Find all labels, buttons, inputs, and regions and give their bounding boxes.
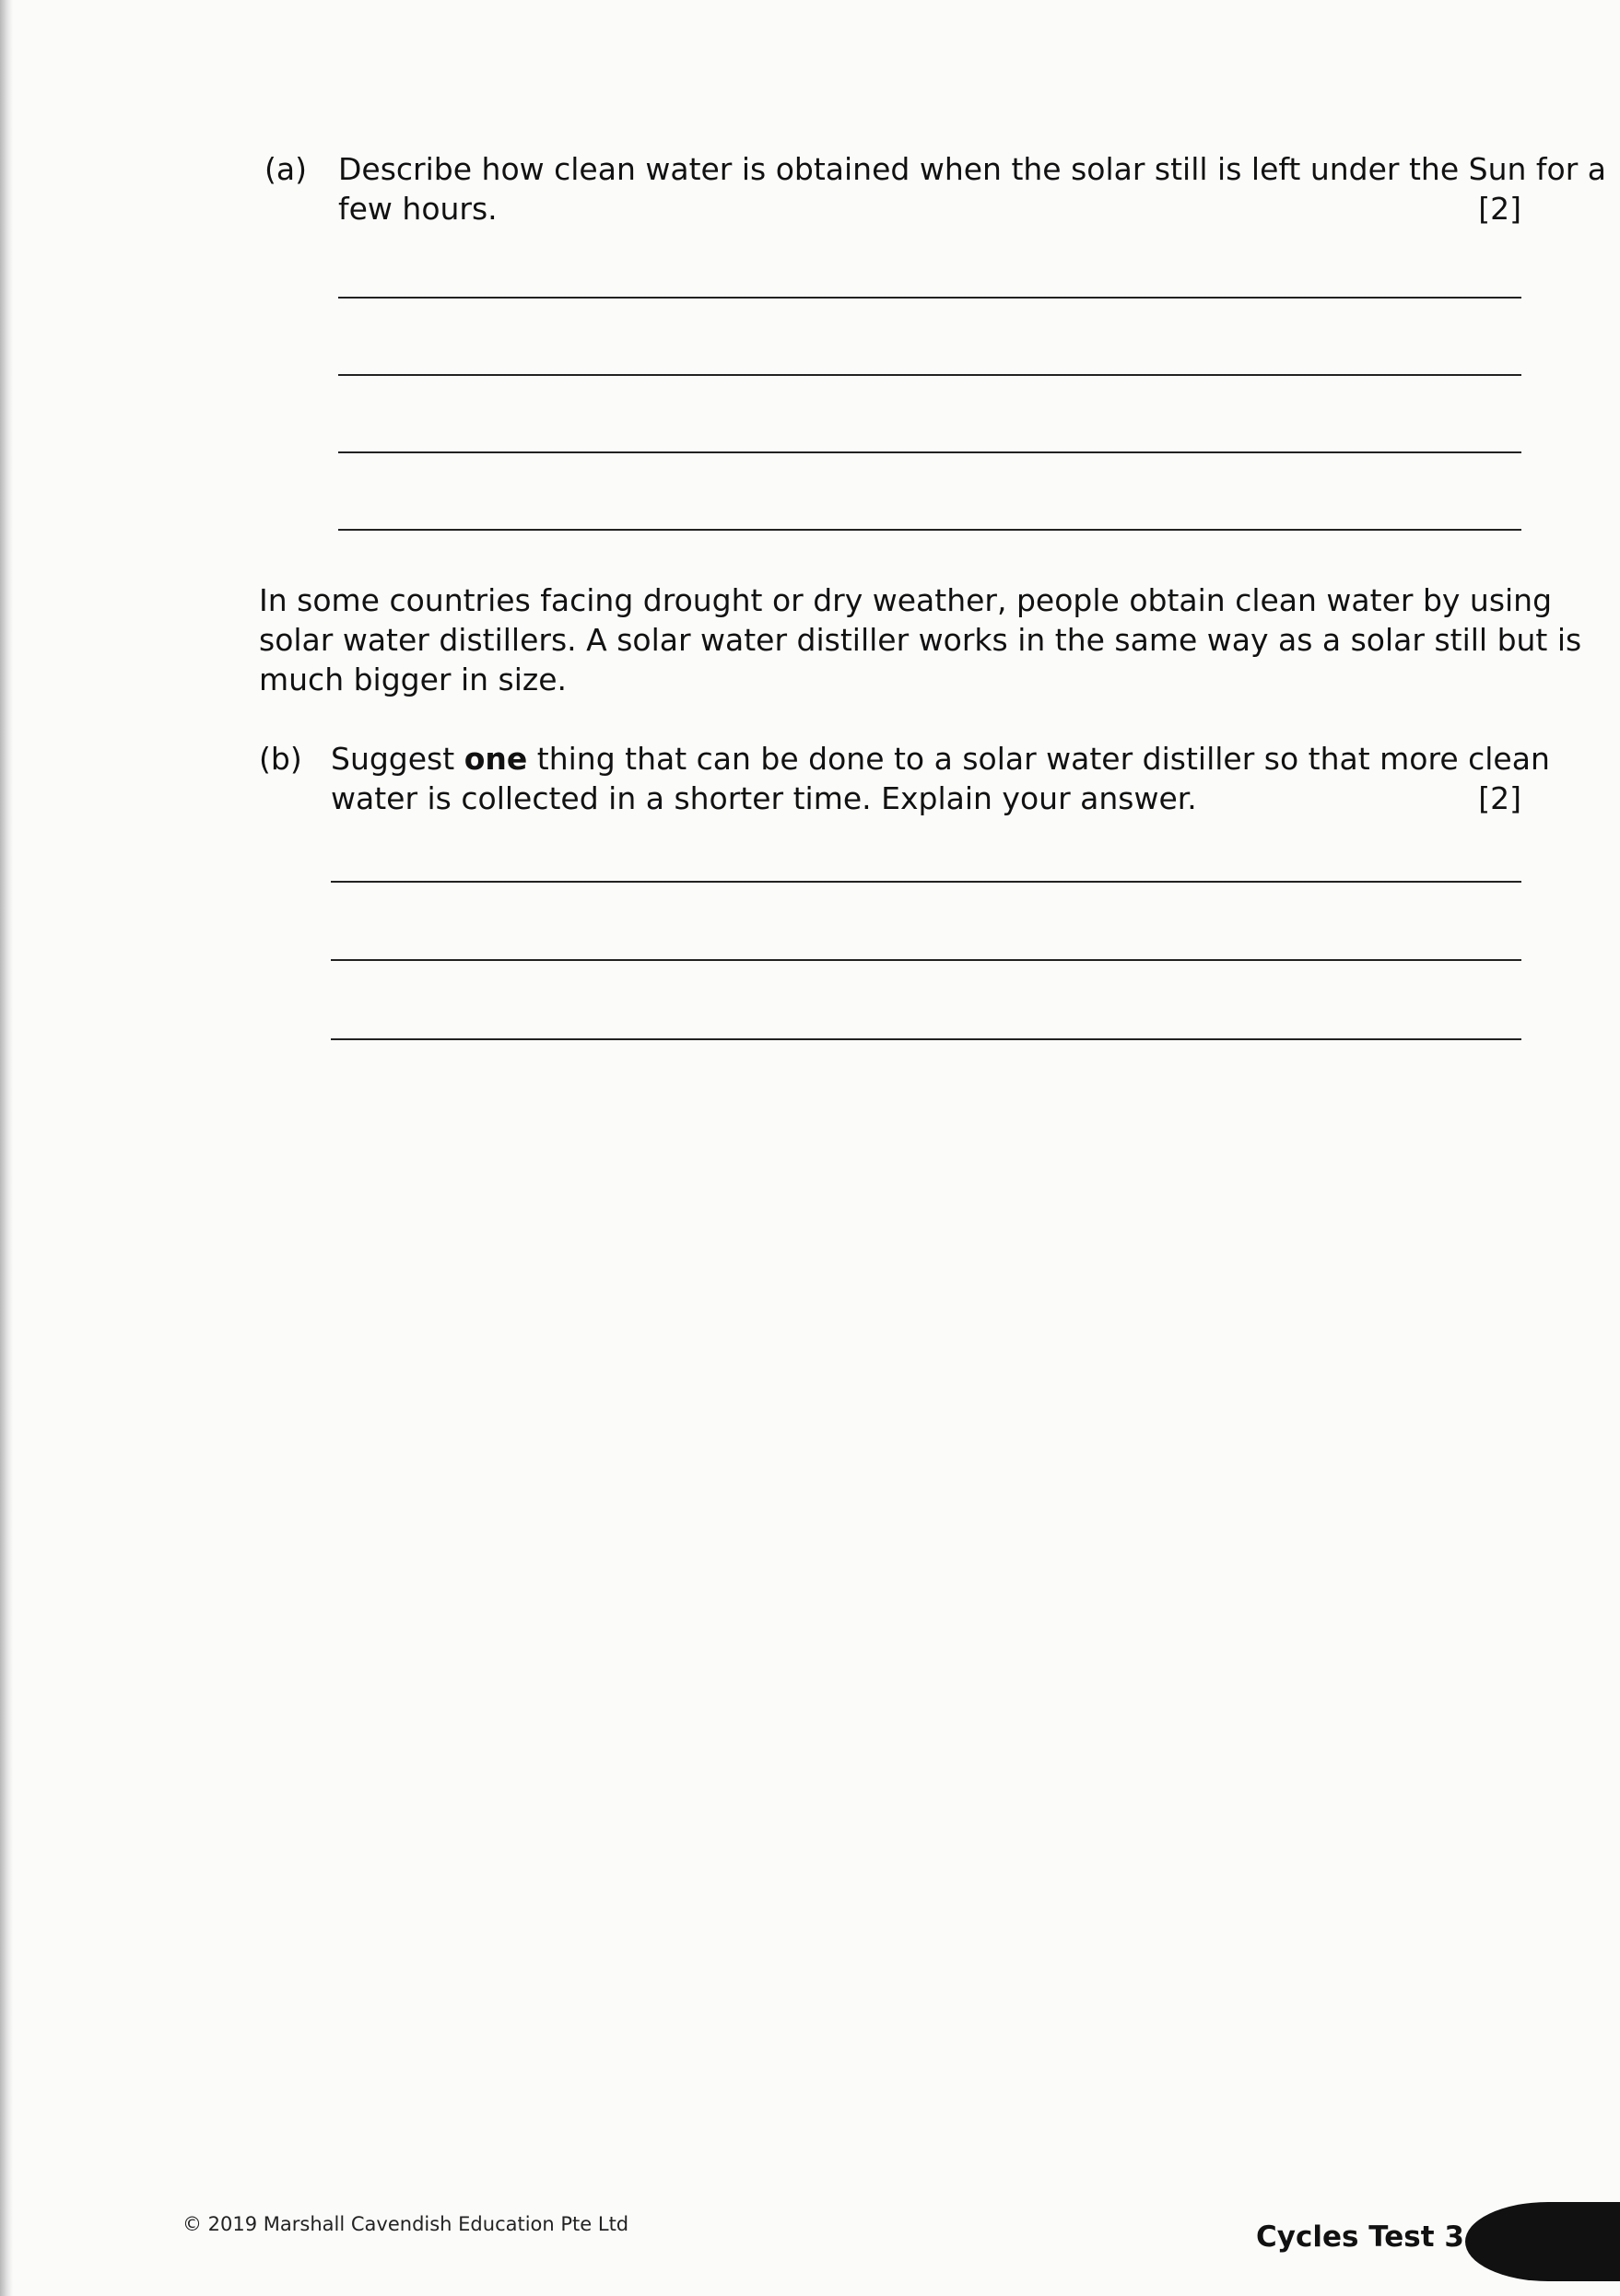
question-a-marks: [2] — [1478, 191, 1521, 227]
question-b-line-2 — [331, 779, 1521, 818]
page-tab-marker — [1465, 2202, 1620, 2281]
question-a-text — [338, 149, 1606, 228]
answer-line-a-1[interactable] — [338, 297, 1521, 299]
answer-line-a-2[interactable] — [338, 374, 1521, 376]
context-line-3: much bigger in size. — [259, 662, 568, 697]
page-binding-edge — [0, 0, 13, 2296]
copyright-notice: © 2019 Marshall Cavendish Education Pte Ltd — [182, 2213, 629, 2235]
answer-line-b-2[interactable] — [331, 959, 1521, 961]
question-a-line-2 — [338, 189, 1521, 228]
question-b-marks: [2] — [1478, 780, 1521, 816]
test-name: Cycles Test 3 — [1256, 2220, 1464, 2254]
question-b-line-1-start: Suggest — [331, 741, 455, 777]
question-a-line-1: Describe how clean water is obtained when the solar still is left under the Sun for a — [338, 151, 1606, 187]
answer-line-a-3[interactable] — [338, 451, 1521, 453]
context-line-2: solar water distillers. A solar water distiller works in the same way as a solar still but is — [259, 622, 1582, 658]
question-b-emphasis: one — [464, 741, 528, 777]
question-b-text — [331, 739, 1550, 818]
answer-line-a-4[interactable] — [338, 529, 1521, 531]
question-b-line-1 — [331, 739, 1550, 779]
question-b-label: (b) — [259, 741, 302, 777]
question-a-label: (a) — [264, 151, 307, 187]
context-line-1: In some countries facing drought or dry weather, people obtain clean water by using — [259, 582, 1553, 618]
context-paragraph — [259, 580, 1582, 699]
question-a-line-2-text: few hours. — [338, 191, 498, 227]
question-b-line-1-end: thing that can be done to a solar water distiller so that more clean — [536, 741, 1550, 777]
answer-line-b-3[interactable] — [331, 1038, 1521, 1040]
answer-line-b-1[interactable] — [331, 881, 1521, 883]
question-b-line-2-text: water is collected in a shorter time. Explain your answer. — [331, 780, 1197, 816]
